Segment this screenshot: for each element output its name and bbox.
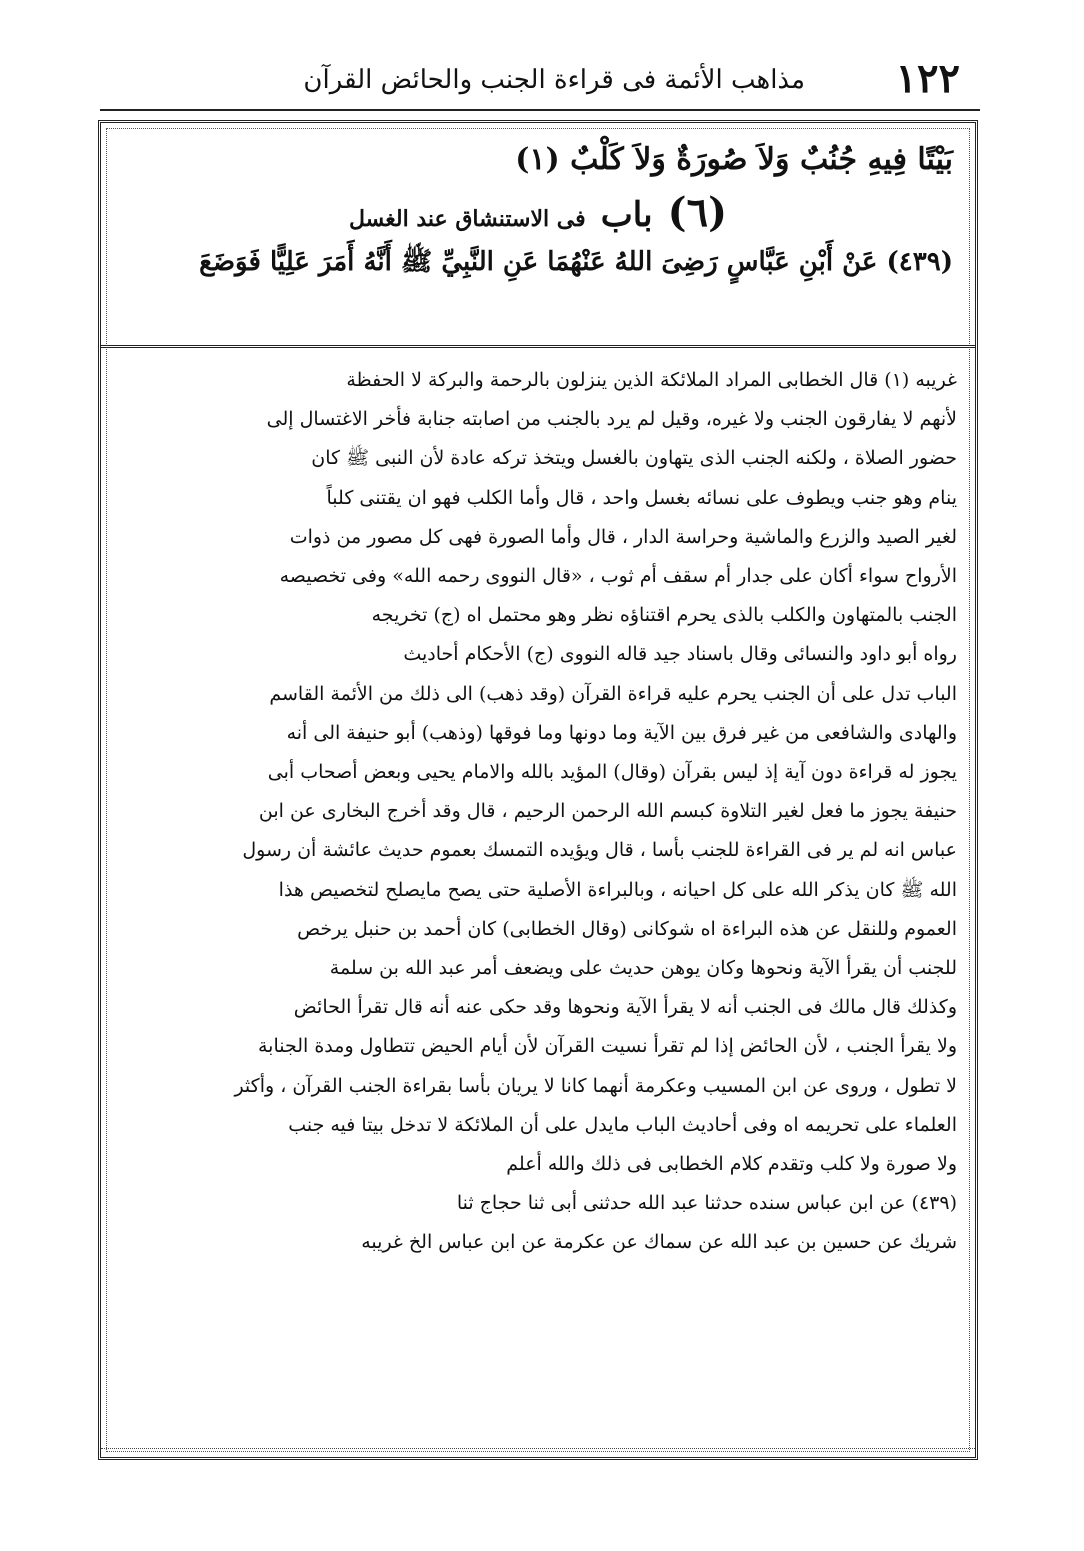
commentary-line: ولا صورة ولا كلب وتقدم كلام الخطابى فى ذلك والله أعلم: [506, 1153, 957, 1176]
page-header: [100, 55, 980, 115]
header-rule: [100, 109, 980, 111]
commentary-line: غريبه (١) قال الخطابى المراد الملائكة الذين ينزلون بالرحمة والبركة لا الحفظة: [346, 369, 957, 391]
commentary-line: الله ﷺ كان يذكر الله على كل احيانه ، وبالبراءة الأصلية حتى يصح مايصلح لتخصيص هذا: [278, 878, 957, 901]
commentary-line: عباس انه لم ير فى القراءة للجنب بأسا ، قال ويؤيده التمسك بعموم حديث عائشة أن رسول: [242, 839, 957, 862]
bottom-rule: [101, 1448, 975, 1449]
commentary-line: شريك عن حسين بن عبد الله عن سماك عن عكرمة عن ابن عباس الخ غريبه: [361, 1231, 957, 1254]
chapter-title: فى الاستنشاق عند الغسل: [348, 206, 586, 232]
commentary-line: وكذلك قال مالك فى الجنب أنه لا يقرأ الآية ونحوها وقد حكى عنه أنه قال تقرأ الحائض: [293, 996, 957, 1019]
commentary-line: والهادى والشافعى من غير فرق بين الآية وما دونها وما فوقها (وذهب) أبو حنيفة الى أنه: [286, 721, 957, 744]
section-divider: [101, 345, 975, 348]
commentary-line: رواه أبو داود والنسائى وقال باسناد جيد قاله النووى (ج) الأحكام أحاديث: [403, 643, 957, 666]
page-frame: [98, 120, 978, 1460]
commentary-line: الباب تدل على أن الجنب يحرم عليه قراءة القرآن (وقد ذهب) الى ذلك من الأئمة القاسم: [269, 682, 957, 705]
page-number: ١٢٢: [895, 55, 960, 102]
commentary-line: الأرواح سواء أكان على جدار أم سقف أم ثوب ، «قال النووى رحمه الله» وفى تخصيصه: [279, 565, 957, 588]
commentary-line: ولا يقرأ الجنب ، لأن الحائض إذا لم تقرأ نسيت القرآن لأن أيام الحيض تتطاول ومدة الجنابة: [257, 1035, 957, 1058]
chapter-heading: [123, 189, 953, 236]
commentary-line: لا تطول ، وروى عن ابن المسيب وعكرمة أنهما كانا لا يريان بأسا بقراءة الجنب القرآن ، وأكثر: [234, 1074, 957, 1097]
commentary-line: للجنب أن يقرأ الآية ونحوها وكان يوهن حديث على ويضعف أمر عبد الله بن سلمة: [329, 957, 957, 980]
commentary-line: لغير الصيد والزرع والماشية وحراسة الدار ، قال وأما الصورة فهى كل مصور من ذوات: [289, 525, 957, 548]
commentary-line: لأنهم لا يفارقون الجنب ولا غيره، وقيل لم يرد بالجنب من اصابته جنابة فأخر الاغتسال إلى: [266, 408, 957, 431]
running-title: مذاهب الأئمة فى قراءة الجنب والحائض القرآن: [303, 65, 805, 95]
chapter-number: (٦): [667, 189, 728, 236]
commentary-line: العلماء على تحريمه اه وفى أحاديث الباب مايدل على أن الملائكة لا تدخل بيتا فيه جنب: [288, 1113, 957, 1136]
commentary: [119, 361, 957, 1263]
chapter-label: باب: [600, 195, 653, 235]
commentary-line: الجنب بالمتهاون والكلب بالذى يحرم اقتناؤه نظر وهو محتمل اه (ج) تخريجه: [371, 604, 957, 627]
commentary-line: حضور الصلاة ، ولكنه الجنب الذى يتهاون بالغسل ويتخذ تركه عادة لأن النبى ﷺ كان: [311, 447, 957, 470]
hadith-continuation: بَيْتًا فِيهِ جُنُبٌ وَلاَ صُورَةٌ وَلاَ كَلْبٌ (١): [515, 142, 953, 177]
commentary-line: حنيفة يجوز ما فعل لغير التلاوة كبسم الله الرحمن الرحيم ، قال وقد أخرج البخارى عن ابن: [258, 800, 957, 823]
commentary-line: (٤٣٩) عن ابن عباس سنده حدثنا عبد الله حدثنى أبى ثنا حجاج ثنا: [456, 1192, 957, 1215]
commentary-line: العموم وللنقل عن هذه البراءة اه شوكانى (وقال الخطابى) كان أحمد بن حنبل يرخص: [297, 917, 957, 940]
hadith-text-block: [123, 137, 953, 284]
hadith-start: (٤٣٩) عَنْ أَبْنِ عَبَّاسٍ رَضِىَ اللهُ عَنْهُمَا عَنِ النَّبِيِّ ﷺ أَنَّهُ أَمَرَ عَلِيًّا فَوَضَعَ: [199, 247, 953, 277]
commentary-line: ينام وهو جنب ويطوف على نسائه بغسل واحد ، قال وأما الكلب فهو ان يقتنى كلباً: [326, 486, 957, 509]
commentary-line: يجوز له قراءة دون آية إذ ليس بقرآن (وقال) المؤيد بالله والامام يحيى وبعض أصحاب أبى: [267, 761, 957, 784]
